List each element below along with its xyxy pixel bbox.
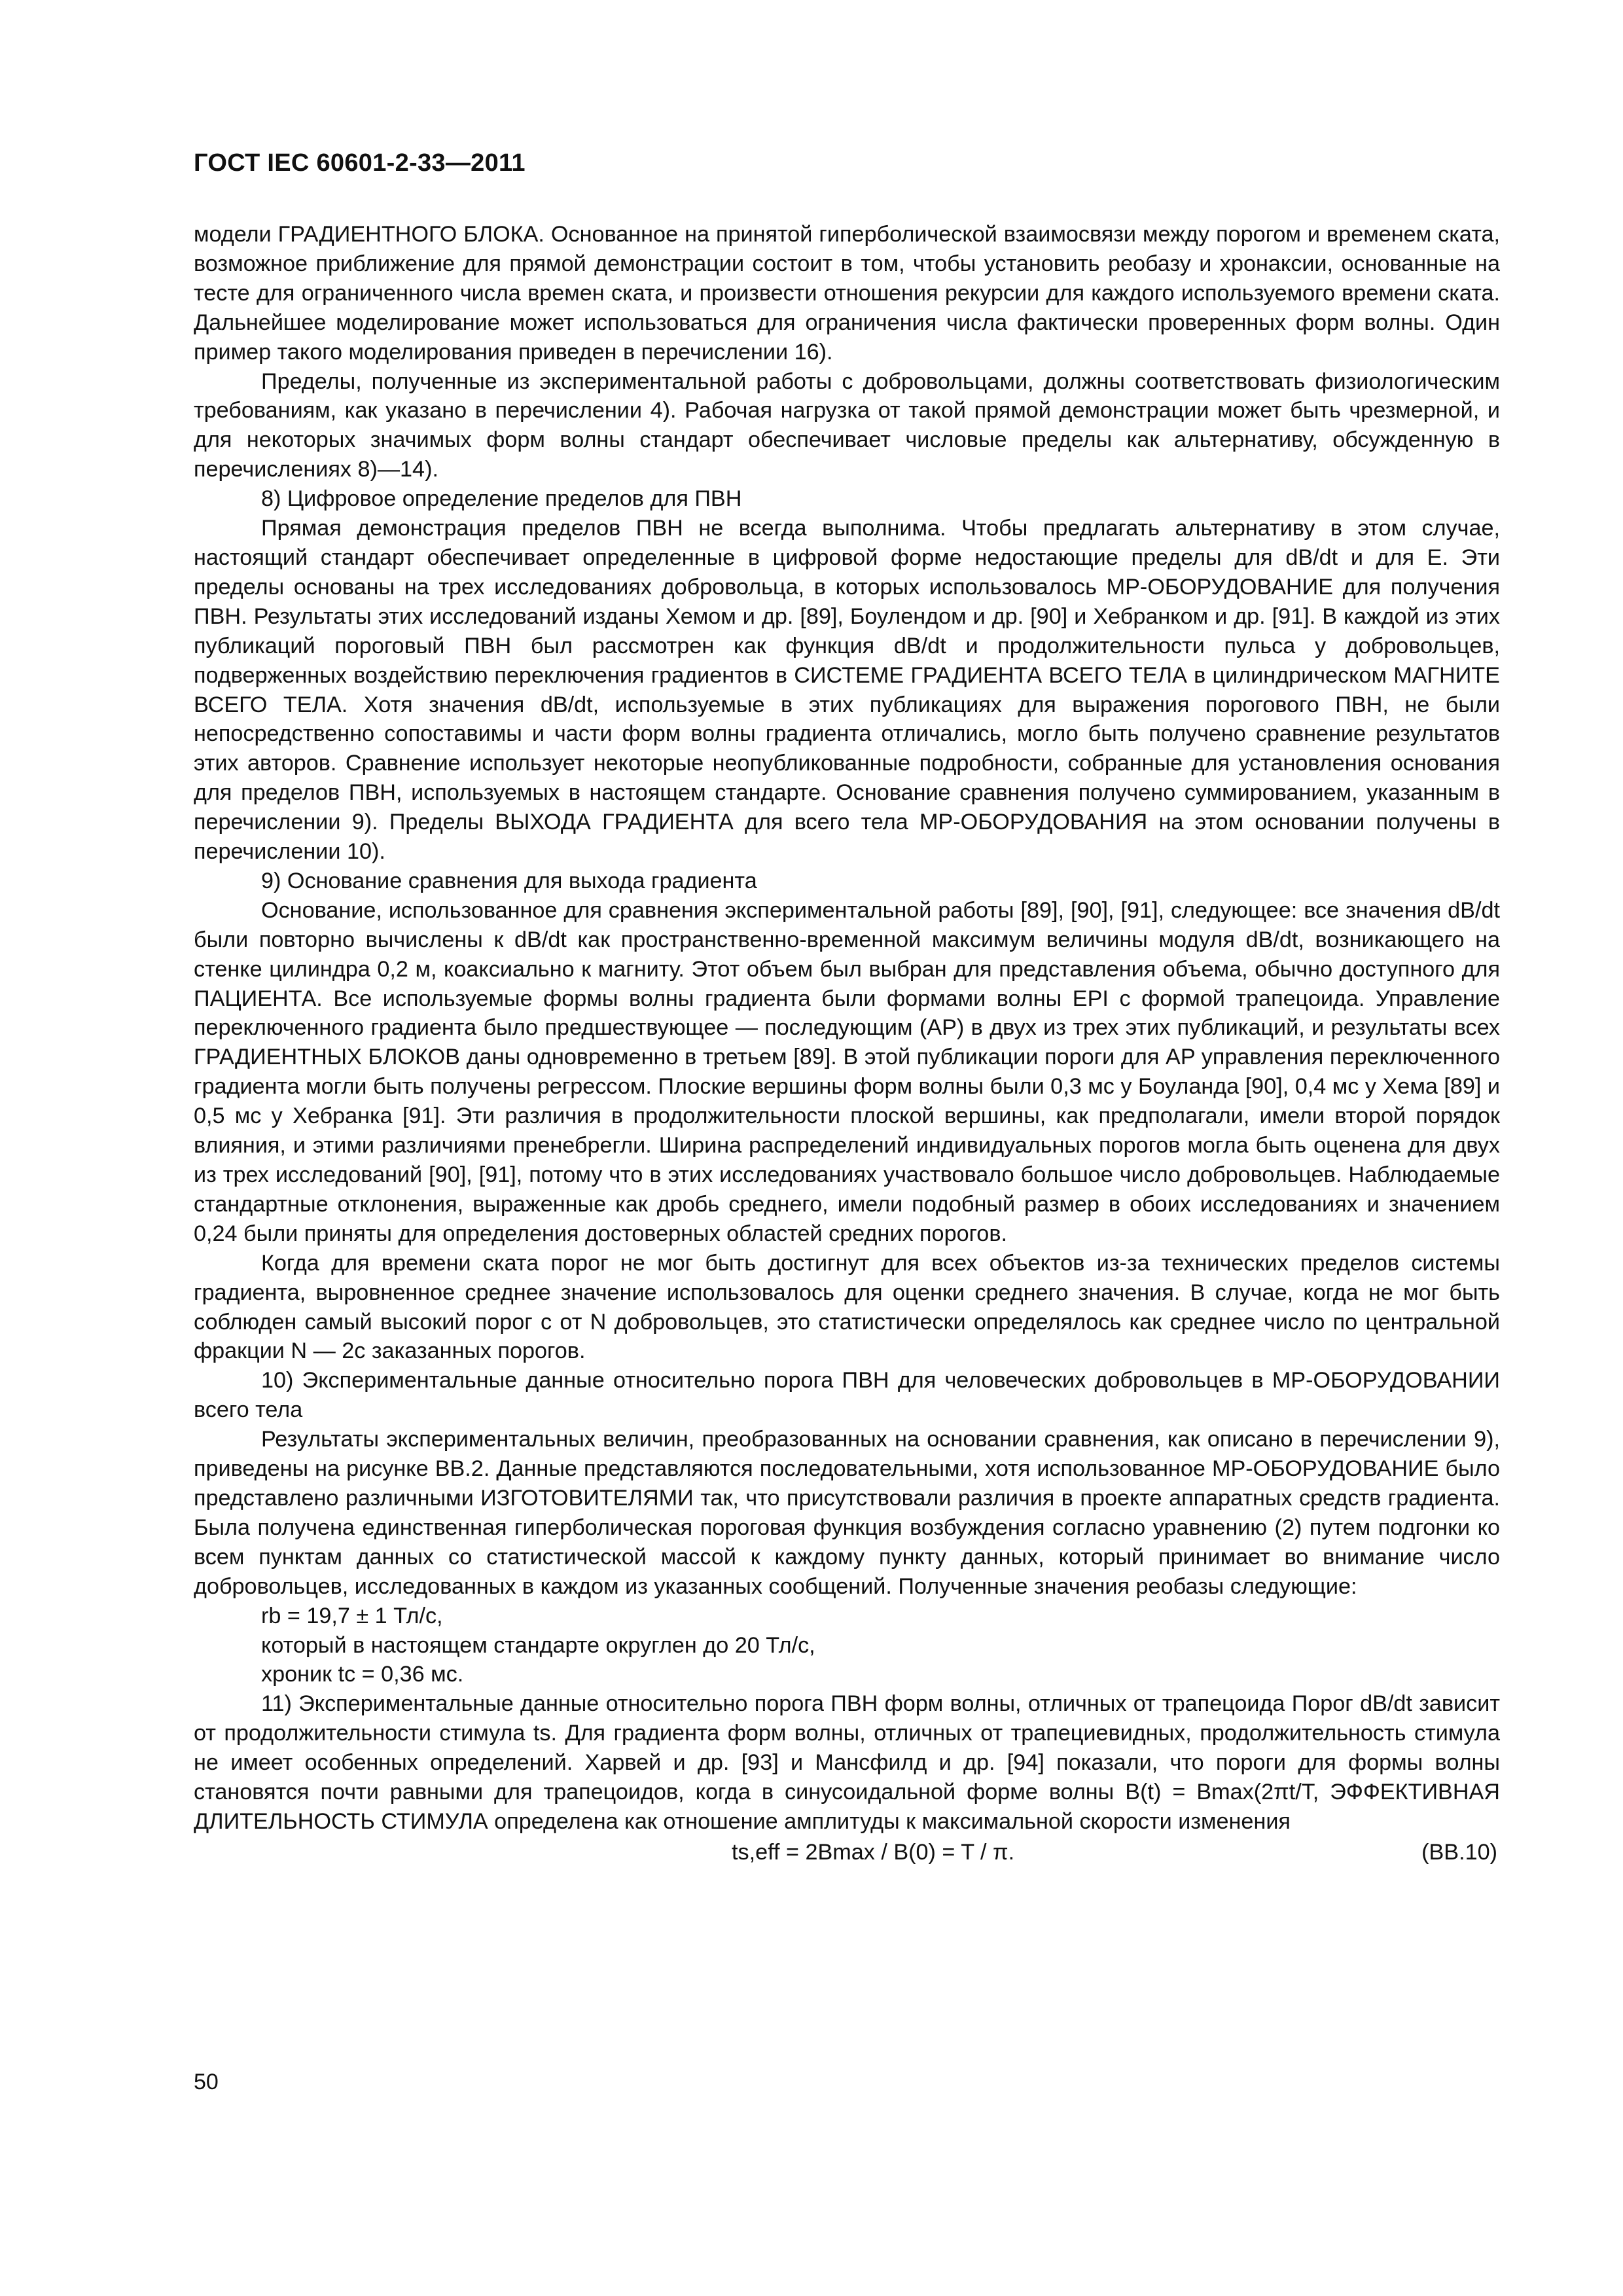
paragraph: Когда для времени ската порог не мог быть достигнут для всех объектов из-за технических пределов системы градиента, выровненное среднее значение использовалось для оценки среднего значения. В случае, когда не мог быть соблюден самый высокий порог c от N добровольцев, это статистически определялось как среднее число по центральной фракции N — 2c заказанных порогов. (194, 1250, 1500, 1364)
value-line: хроник tc = 0,36 мс. (261, 1662, 464, 1687)
paragraph: Пределы, полученные из экспериментальной работы с добровольцами, должны соответствовать физиологическим требованиям, как указано в перечислении 4). Рабочая нагрузка от такой прямой демонстрации может быть чрезмерной, и для некоторых значимых форм волны стандарт обеспечивает числовые пределы как альтернативу, обсужденную в перечислениях 8)—14). (194, 368, 1500, 482)
section-heading: 9) Основание сравнения для выхода градиента (261, 868, 757, 893)
paragraph: модели ГРАДИЕНТНОГО БЛОКА. Основанное на принятой гиперболической взаимосвязи между порогом и временем ската, возможное приближение для прямой демонстрации состоит в том, чтобы установить реобазу и хронаксии, основанные на тесте для ограниченного числа времен ската, и произвести отношения рекурсии для каждого используемого времени ската. Дальнейшее моделирование может использоваться для ограничения числа фактически проверенных форм волны. Один пример такого моделирования приведен в перечислении 16). (194, 222, 1500, 365)
document-body (194, 220, 1500, 1869)
value-line: rb = 19,7 ± 1 Тл/с, (261, 1603, 443, 1628)
formula-line (194, 1838, 1500, 1869)
paragraph: Основание, использованное для сравнения экспериментальной работы [89], [90], [91], следующее: все значения dB/dt были повторно вычислены к dB/dt как пространственно-временной максимум величины модуля dB/dt, возникающего на стенке цилиндра 0,2 м, коаксиально к магниту. Этот объем был выбран для представления объема, обычно доступного для ПАЦИЕНТА. Все используемые формы волны градиента были формами волны EPI с формой трапецоида. Управление переключенного градиента было предшествующее — последующим (AP) в двух из трех этих публикаций, и результаты всех ГРАДИЕНТНЫХ БЛОКОВ даны одновременно в третьем [89]. В этой публикации пороги для AP управления переключенного градиента могли быть получены регрессом. Плоские вершины форм волны были 0,3 мс у Боуланда [90], 0,4 мс у Хема [89] и 0,5 мс у Хебранка [91]. Эти различия в продолжительности плоской вершины, как предполагали, имели второй порядок влияния, и этими различиями пренебрегли. Ширина распределений индивидуальных порогов могла быть оценена для двух из трех исследований [90], [91], потому что в этих исследованиях участвовало большое число добровольцев. Наблюдаемые стандартные отклонения, выраженные как дробь среднего, имели подобный размер в обоих исследованиях и значением 0,24 были приняты для определения достоверных областей средних порогов. (194, 897, 1500, 1246)
paragraph: Результаты экспериментальных величин, преобразованных на основании сравнения, как описано в перечислении 9), приведены на рисунке ВВ.2. Данные представляются последовательными, хотя использованное МР-ОБОРУДОВАНИЕ было представлено различными ИЗГОТОВИТЕЛЯМИ так, что присутствовали различия в проекте аппаратных средств градиента. Была получена единственная гиперболическая пороговая функция возбуждения согласно уравнению (2) путем подгонки ко всем пунктам данных со статистической массой к каждому пункту данных, который принимает во внимание число добровольцев, исследованных в каждом из указанных сообщений. Полученные значения реобазы следующие: (194, 1427, 1500, 1599)
paragraph: 11) Экспериментальные данные относительно порога ПВН форм волны, отличных от трапецоида Порог dB/dt зависит от продолжительности стимула ts. Для градиента форм волны, отличных от трапециевидных, продолжительность стимула не имеет особенных определений. Харвей и др. [93] и Мансфилд и др. [94] показали, что пороги для формы волны становятся почти равными для трапецоидов, когда в синусоидальной форме волны B(t) = Bmax(2πt/T, ЭФФЕКТИВНАЯ ДЛИТЕЛЬНОСТЬ СТИМУЛА определена как отношение амплитуды к максимальной скорости изменения (194, 1691, 1500, 1834)
page-number: 50 (194, 2070, 219, 2094)
section-heading: 8) Цифровое определение пределов для ПВН (261, 486, 742, 512)
paragraph: Прямая демонстрация пределов ПВН не всегда выполнима. Чтобы предлагать альтернативу в этом случае, настоящий стандарт обеспечивает определенные в цифровой форме недостающие пределы для dB/dt и для E. Эти пределы основаны на трех исследованиях добровольца, в которых использовалось МР-ОБОРУДОВАНИЕ для получения ПВН. Результаты этих исследований изданы Хемом и др. [89], Боулендом и др. [90] и Хебранком и др. [91]. В каждой из этих публикаций пороговый ПВН был рассмотрен как функция dB/dt и продолжительности пульса у добровольцев, подверженных воздействию переключения градиентов в СИСТЕМЕ ГРАДИЕНТА ВСЕГО ТЕЛА в цилиндрическом МАГНИТЕ ВСЕГО ТЕЛА. Хотя значения dB/dt, используемые в этих публикациях для выражения порогового ПВН, не были непосредственно сопоставимы и части форм волны градиента отличались, могло быть получено сравнение результатов этих авторов. Сравнение использует некоторые неопубликованные подробности, собранные для установления основания для пределов ПВН, используемых в настоящем стандарте. Основание сравнения получено суммированием, указанным в перечислении 9). Пределы ВЫХОДА ГРАДИЕНТА для всего тела МР-ОБОРУДОВАНИЯ на этом основании получены в перечислении 10). (194, 516, 1500, 865)
formula: ts,eff = 2Bmax / B(0) = T / π. (732, 1839, 1015, 1865)
section-heading: 10) Экспериментальные данные относительно порога ПВН для человеческих добровольцев в МР-ОБОРУДОВАНИИ всего тела (194, 1368, 1500, 1423)
formula-number: (ВВ.10) (1421, 1839, 1497, 1865)
value-line: который в настоящем стандарте округлен до 20 Тл/с, (261, 1632, 815, 1658)
document-header: ГОСТ IEC 60601-2-33—2011 (194, 149, 526, 177)
